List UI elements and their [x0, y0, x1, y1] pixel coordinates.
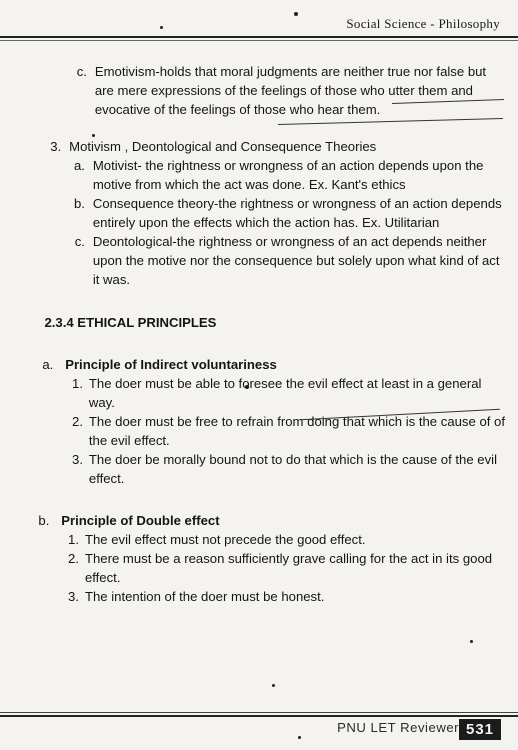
list-marker: a. [42, 357, 54, 372]
principle-double-effect [38, 511, 511, 530]
list-marker: 3. [50, 139, 62, 154]
principle-indirect-voluntariness [42, 355, 511, 374]
scan-speck [272, 684, 275, 687]
list-item-not-precede [68, 530, 512, 549]
list-item-grave-reason [68, 549, 512, 587]
list-item-motivism [50, 137, 511, 156]
list-marker: 2. [68, 551, 80, 566]
list-marker: b. [73, 196, 85, 211]
body-line: entirely upon the effects which the action has. Ex. Utilitarian [92, 215, 440, 230]
principle-title: Principle of Indirect voluntariness [65, 357, 277, 372]
body-line: it was. [92, 272, 131, 287]
body-line: Deontological-the rightness or wrongness of an act depends neither [92, 234, 487, 249]
body-line: the evil effect. [88, 433, 170, 448]
principle-title: Principle of Double effect [61, 513, 220, 528]
body-line: The doer must be free to refrain from doing that which is the cause of of [88, 414, 506, 429]
list-marker: 3. [72, 452, 83, 467]
body-line: Motivist- the rightness or wrongness of an action depends upon the [92, 158, 484, 173]
body-line: way. [88, 395, 115, 410]
body-line: Consequence theory-the rightness or wrongness of an action depends [92, 196, 502, 211]
list-item-foresee [72, 374, 512, 412]
footer-label: PNU LET Reviewer [336, 721, 459, 735]
body-line: are mere expressions of the feelings of those who utter them and [94, 83, 473, 98]
list-item-consequence [73, 194, 512, 232]
scan-speck [470, 640, 473, 643]
page-body [0, 62, 512, 606]
list-marker: c. [74, 234, 85, 249]
body-line: Emotivism-holds that moral judgments are neither true nor false but [94, 64, 487, 79]
scan-speck [298, 736, 301, 739]
body-line: The evil effect must not precede the good effect. [84, 532, 366, 547]
list-item-deontological [74, 232, 512, 289]
body-line: upon the motive nor the consequence but solely upon what kind of act [92, 253, 500, 268]
list-marker: 1. [72, 376, 83, 391]
scan-speck [294, 12, 298, 16]
page-number: 531 [459, 719, 501, 740]
item-title: Motivism , Deontological and Consequence Theories [69, 139, 377, 154]
list-marker: 3. [68, 589, 80, 604]
body-line: The doer must be able to foresee the evil effect at least in a general [88, 376, 482, 391]
body-line: The doer be morally bound not to do that which is the cause of the evil [88, 452, 498, 467]
section-heading: 2.3.4 ETHICAL PRINCIPLES [44, 315, 217, 330]
list-marker: 2. [72, 414, 83, 429]
list-item-motivist [73, 156, 512, 194]
body-line: effect. [84, 570, 121, 585]
list-marker: b. [38, 513, 50, 528]
list-item-morally-bound [72, 450, 512, 488]
list-item-refrain [72, 412, 512, 450]
running-header: Social Science - Philosophy [346, 16, 500, 31]
list-item-emotivism [76, 62, 512, 119]
list-item-honest-intention [68, 587, 512, 606]
body-line: The intention of the doer must be honest. [84, 589, 325, 604]
body-line: effect. [88, 471, 125, 486]
body-line: There must be a reason sufficiently grave calling for the act in its good [84, 551, 493, 566]
list-marker: 1. [68, 532, 80, 547]
header-rule [0, 36, 518, 38]
footer-rule-thin [0, 712, 518, 713]
list-marker: a. [73, 158, 85, 173]
body-line: motive from which the act was done. Ex. Kant's ethics [92, 177, 406, 192]
header-rule-thin [0, 40, 518, 41]
body-line: evocative of the feelings of those who hear them. [94, 102, 381, 117]
scan-speck [160, 26, 163, 29]
footer-rule [0, 715, 518, 717]
list-marker: c. [76, 64, 87, 79]
